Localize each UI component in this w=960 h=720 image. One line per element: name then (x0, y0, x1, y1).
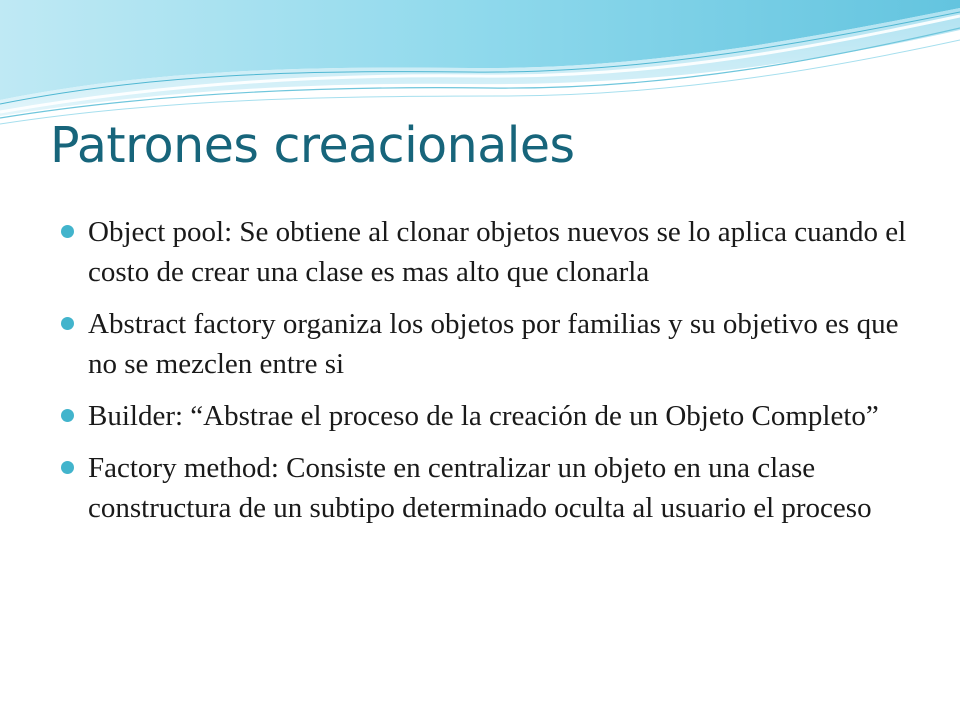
bullet-list (0, 212, 960, 540)
bullet-text: Builder: “Abstrae el proceso de la creación de un Objeto Completo” (88, 400, 879, 432)
slide-title: Patrones creacionales (50, 117, 575, 174)
bullet-dot-icon (61, 409, 74, 422)
bullet-text: Factory method: Consiste en centralizar un objeto en una clase constructura de un subtipo determinado oculta al usuario el proceso (88, 452, 872, 524)
bullet-item-factory-method (0, 448, 960, 528)
bullet-item-abstract-factory (0, 304, 960, 384)
bullet-dot-icon (61, 225, 74, 238)
bullet-text: Object pool: Se obtiene al clonar objetos nuevos se lo aplica cuando el costo de crear una clase es mas alto que clonarla (88, 216, 907, 288)
bullet-item-builder (0, 396, 960, 436)
header-wave-decoration (0, 0, 960, 130)
bullet-item-object-pool (0, 212, 960, 292)
bullet-text: Abstract factory organiza los objetos por familias y su objetivo es que no se mezclen entre si (88, 308, 899, 380)
bullet-dot-icon (61, 317, 74, 330)
bullet-dot-icon (61, 461, 74, 474)
